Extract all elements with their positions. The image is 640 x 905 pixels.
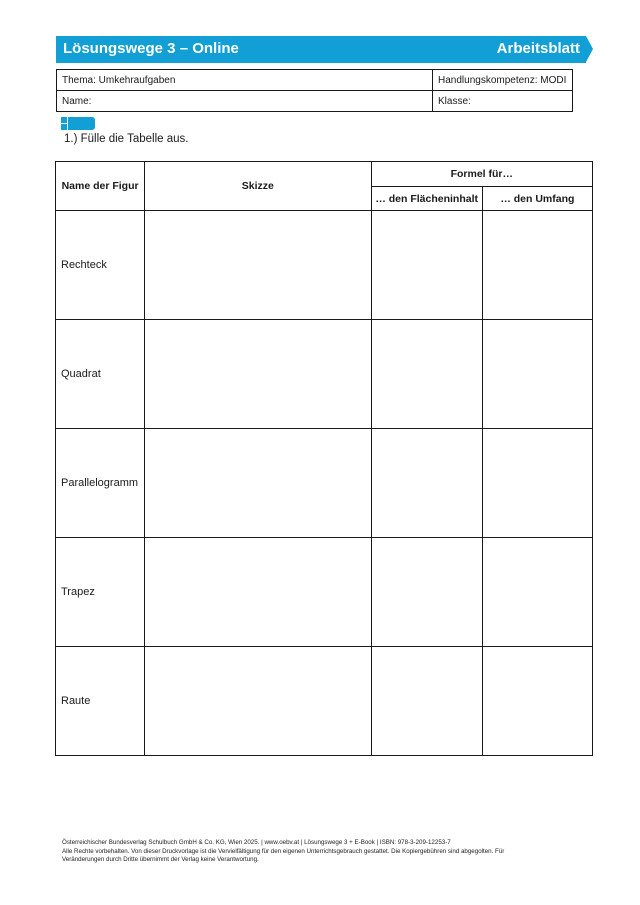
- table-row: [56, 429, 593, 538]
- kompetenz-field: Handlungskompetenz: MODI: [433, 70, 573, 91]
- task-marker-icon: [61, 117, 97, 130]
- area-cell[interactable]: [371, 429, 482, 538]
- sketch-cell[interactable]: [145, 429, 371, 538]
- footer-notice: [62, 839, 582, 865]
- header-area: … den Flächeninhalt: [371, 187, 482, 211]
- table-row: [56, 320, 593, 429]
- header-banner: [56, 36, 586, 63]
- header-perimeter: … den Umfang: [482, 187, 592, 211]
- perimeter-cell[interactable]: [482, 211, 592, 320]
- header-figure: Name der Figur: [56, 162, 145, 211]
- figure-name: Trapez: [56, 538, 145, 647]
- figure-name: Raute: [56, 647, 145, 756]
- meta-table: [56, 69, 573, 112]
- perimeter-cell[interactable]: [482, 538, 592, 647]
- sketch-cell[interactable]: [145, 320, 371, 429]
- shapes-table: [55, 161, 593, 756]
- table-row: [56, 647, 593, 756]
- area-cell[interactable]: [371, 211, 482, 320]
- sketch-cell[interactable]: [145, 538, 371, 647]
- figure-name: Quadrat: [56, 320, 145, 429]
- thema-field: Thema: Umkehraufgaben: [57, 70, 433, 91]
- table-row: [56, 211, 593, 320]
- sketch-cell[interactable]: [145, 211, 371, 320]
- figure-name: Parallelogramm: [56, 429, 145, 538]
- footer-line-3: Veränderungen durch Dritte übernimmt der Verlag keine Verantwortung.: [62, 856, 259, 864]
- footer-line-1: Österreichischer Bundesverlag Schulbuch GmbH & Co. KG, Wien 2025. | www.oebv.at | Lösungswege 3 + E-Book | ISBN: 978-3-209-12253-7: [62, 839, 451, 846]
- table-row: [56, 538, 593, 647]
- perimeter-cell[interactable]: [482, 647, 592, 756]
- name-field[interactable]: Name:: [57, 91, 433, 112]
- perimeter-cell[interactable]: [482, 320, 592, 429]
- header-label: Arbeitsblatt: [496, 40, 580, 57]
- area-cell[interactable]: [371, 320, 482, 429]
- sketch-cell[interactable]: [145, 647, 371, 756]
- perimeter-cell[interactable]: [482, 429, 592, 538]
- footer-line-2: Alle Rechte vorbehalten. Von dieser Druckvorlage ist die Vervielfältigung für den eigenen Unterrichtsgebrauch gestattet. Die Kopiergebühren sind abgegolten. Für: [62, 847, 505, 855]
- task-instruction: 1.) Fülle die Tabelle aus.: [64, 133, 189, 145]
- area-cell[interactable]: [371, 538, 482, 647]
- figure-name: Rechteck: [56, 211, 145, 320]
- klasse-field[interactable]: Klasse:: [433, 91, 573, 112]
- header-formula: Formel für…: [371, 162, 592, 187]
- header-title: Lösungswege 3 – Online: [63, 40, 239, 57]
- area-cell[interactable]: [371, 647, 482, 756]
- header-sketch: Skizze: [145, 162, 371, 211]
